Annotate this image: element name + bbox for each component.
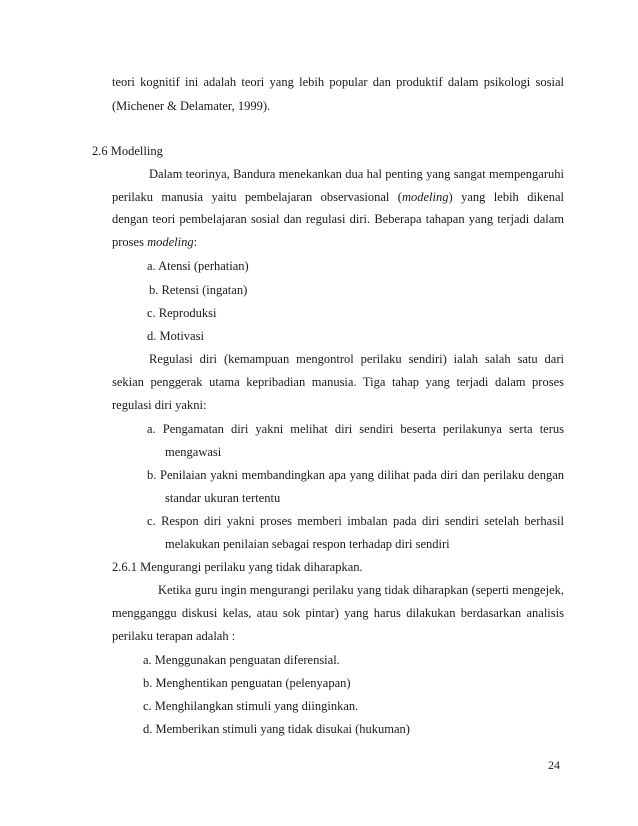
section-heading-2-6: 2.6 Modelling (92, 144, 163, 158)
stage-item-atensi: a. Atensi (perhatian) (147, 259, 249, 273)
intro-line-2: (Michener & Delamater, 1999). (112, 99, 271, 113)
paragraph-1-line-4 (112, 234, 197, 250)
page-number: 24 (548, 758, 560, 772)
modeling-term: modeling (401, 190, 449, 204)
paragraph-2-line-1: Regulasi diri (kemampuan mengontrol perilaku sendiri) ialah salah satu dari (149, 352, 564, 366)
paragraph-1-line-3: dengan teori pembelajaran sosial dan regulasi diri. Beberapa tahapan yang terjadi dalam (112, 212, 564, 226)
reduce-item-d: d. Memberikan stimuli yang tidak disukai (hukuman) (143, 722, 410, 736)
self-reg-item-c-line-2: melakukan penilaian sebagai respon terhadap diri sendiri (165, 537, 450, 551)
section-heading-2-6-1: 2.6.1 Mengurangi perilaku yang tidak diharapkan. (112, 560, 363, 574)
paragraph-1-line-2 (112, 189, 564, 205)
self-reg-item-a-line-1: a. Pengamatan diri yakni melihat diri sendiri beserta perilakunya serta terus (147, 422, 564, 436)
self-reg-item-c-line-1: c. Respon diri yakni proses memberi imbalan pada diri sendiri setelah berhasil (147, 514, 564, 528)
paragraph-1-line-4-a: proses (112, 235, 148, 249)
paragraph-1-line-4-b: : (193, 235, 198, 249)
paragraph-2-line-2: sekian penggerak utama kepribadian manusia. Tiga tahap yang terjadi dalam proses (112, 375, 564, 389)
stage-item-reproduksi: c. Reproduksi (147, 306, 217, 320)
reduce-item-b: b. Menghentikan penguatan (pelenyapan) (143, 676, 351, 690)
intro-line-1: teori kognitif ini adalah teori yang lebih popular dan produktif dalam psikologi sosial (112, 75, 564, 89)
stage-item-motivasi: d. Motivasi (147, 329, 204, 343)
paragraph-3-line-3: perilaku terapan adalah : (112, 629, 236, 643)
paragraph-1-line-1: Dalam teorinya, Bandura menekankan dua hal penting yang sangat mempengaruhi (149, 167, 564, 181)
paragraph-3-line-2: mengganggu diskusi kelas, atau sok pintar) yang harus dilakukan berdasarkan analisis (112, 606, 564, 620)
paragraph-2-line-3: regulasi diri yakni: (112, 398, 207, 412)
stage-item-retensi: b. Retensi (ingatan) (149, 283, 248, 297)
self-reg-item-b-line-1: b. Penilaian yakni membandingkan apa yang dilihat pada diri dan perilaku dengan (147, 468, 564, 482)
reduce-item-a: a. Menggunakan penguatan diferensial. (143, 653, 340, 667)
paragraph-3-line-1: Ketika guru ingin mengurangi perilaku yang tidak diharapkan (seperti mengejek, (158, 583, 564, 597)
reduce-item-c: c. Menghilangkan stimuli yang diinginkan. (143, 699, 359, 713)
paragraph-1-line-2-a: perilaku manusia yaitu pembelajaran observasional ( (112, 190, 402, 204)
self-reg-item-a-line-2: mengawasi (165, 445, 222, 459)
paragraph-1-line-2-b: ) yang lebih dikenal (448, 190, 565, 204)
modeling-term-2: modeling (147, 235, 194, 249)
self-reg-item-b-line-2: standar ukuran tertentu (165, 491, 281, 505)
